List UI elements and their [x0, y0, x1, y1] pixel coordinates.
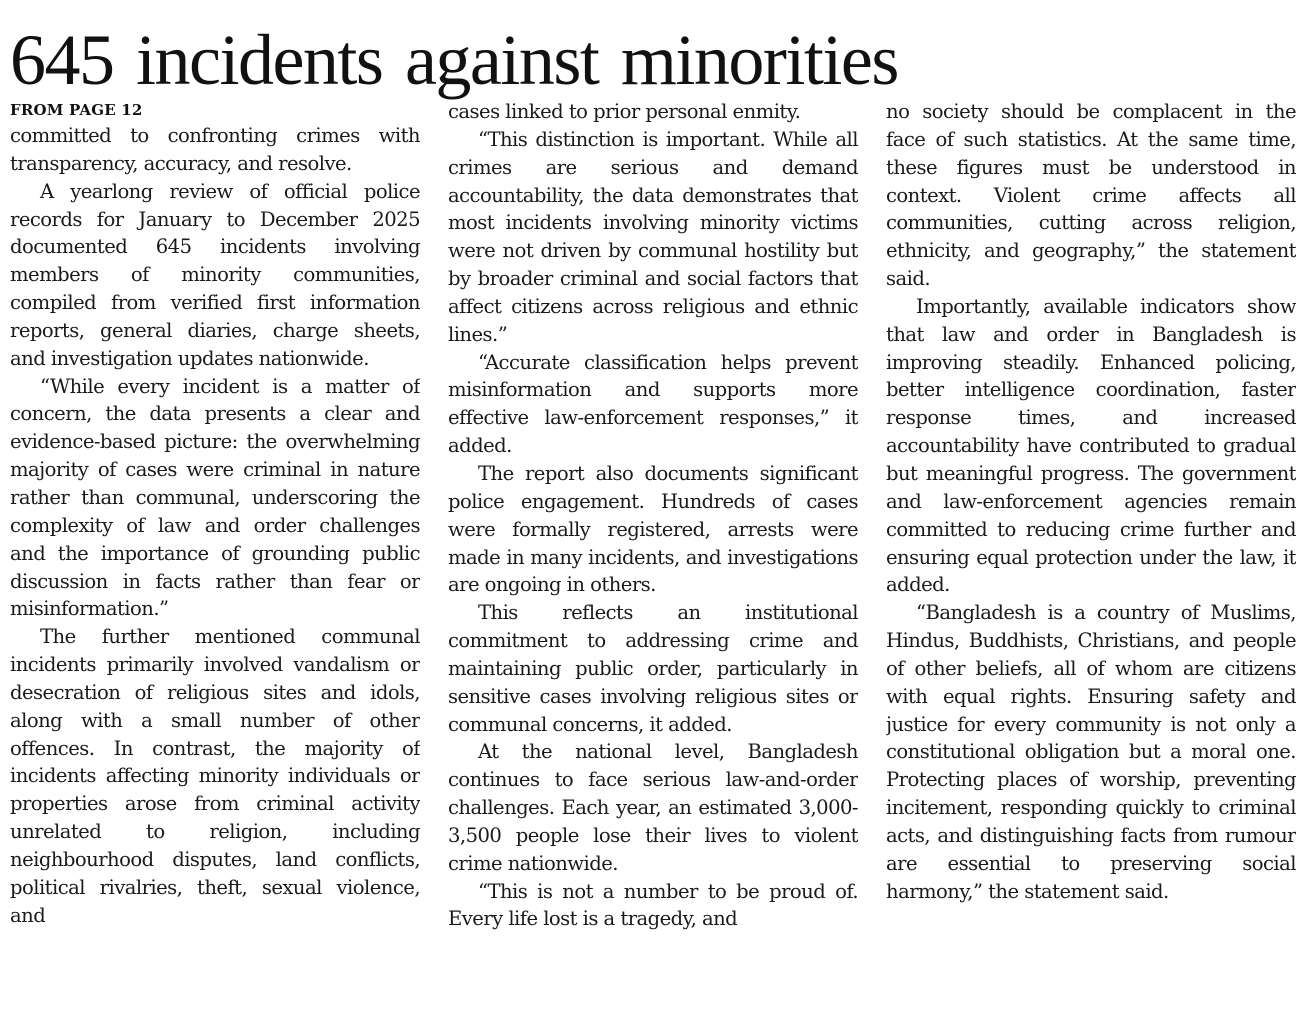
paragraph: “Bangladesh is a country of Muslims, Hindus, Buddhists, Christians, and people of other beliefs, all of whom are citizens with equal rights. Ensuring safety and justice for every community is not only a constitutional obligation but a moral one. Protecting places of worship, preventing incitement, responding quickly to criminal acts, and distinguishing facts from rumour are essential to preserving social harmony,” the statement said. — [886, 601, 1296, 903]
paragraph: “While every incident is a matter of concern, the data presents a clear and evidence-based picture: the overwhelming majority of cases were criminal in nature rather than communal, underscoring the complexity of law and order challenges and the importance of grounding public discussion in facts rather than fear or misinformation.” — [10, 374, 420, 621]
paragraph: “This distinction is important. While all crimes are serious and demand accountability, the data demonstrates that most incidents involving minority victims were not driven by communal hostility but by broader criminal and social factors that affect citizens across religious and ethnic lines.” — [448, 127, 858, 346]
paragraph: committed to confronting crimes with transparency, accuracy, and resolve. — [10, 124, 420, 175]
article-column-1 — [10, 98, 420, 1022]
headline: 645 incidents against minorities — [10, 20, 898, 100]
paragraph: “This is not a number to be proud of. Every life lost is a tragedy, and — [448, 879, 858, 931]
paragraph: The further mentioned communal incidents primarily involved vandalism or desecration of religious sites and idols, along with a small number of other offences. In contrast, the majority of incidents affecting minority individuals or properties arose from criminal activity unrelated to religion, including neighbourhood disputes, land conflicts, political rivalries, theft, sexual violence, and — [10, 625, 420, 927]
paragraph: cases linked to prior personal enmity. — [448, 100, 801, 123]
paragraph: no society should be complacent in the face of such statistics. At the same time, these figures must be understood in context. Violent crime affects all communities, cutting across religion, ethnicity, and geography,” the statement said. — [886, 100, 1296, 291]
paragraph: “Accurate classification helps prevent misinformation and supports more effective law-enforcement responses,” it added. — [448, 350, 858, 458]
article-column-2 — [448, 98, 858, 1022]
paragraph: Importantly, available indicators show that law and order in Bangladesh is improving steadily. Enhanced policing, better intelligence coordination, faster response times, and increased accountability have contributed to gradual but meaningful progress. The government and law-enforcement agencies remain committed to reducing crime further and ensuring equal protection under the law, it added. — [886, 294, 1296, 597]
paragraph: At the national level, Bangladesh continues to face serious law-and-order challenges. Each year, an estimated 3,000-3,500 people lose their lives to violent crime nationwide. — [448, 740, 858, 875]
paragraph: A yearlong review of official police records for January to December 2025 documented 645 incidents involving members of minority communities, compiled from verified first information reports, general diaries, charge sheets, and investigation updates nationwide. — [10, 179, 420, 370]
continuation-kicker: FROM PAGE 12 — [10, 101, 143, 119]
article-column-3 — [886, 98, 1296, 1022]
paragraph: The report also documents significant police engagement. Hundreds of cases were formally registered, arrests were made in many incidents, and investigations are ongoing in others. — [448, 461, 858, 597]
paragraph: This reflects an institutional commitment to addressing crime and maintaining public order, particularly in sensitive cases involving religious sites or communal concerns, it added. — [448, 601, 858, 736]
